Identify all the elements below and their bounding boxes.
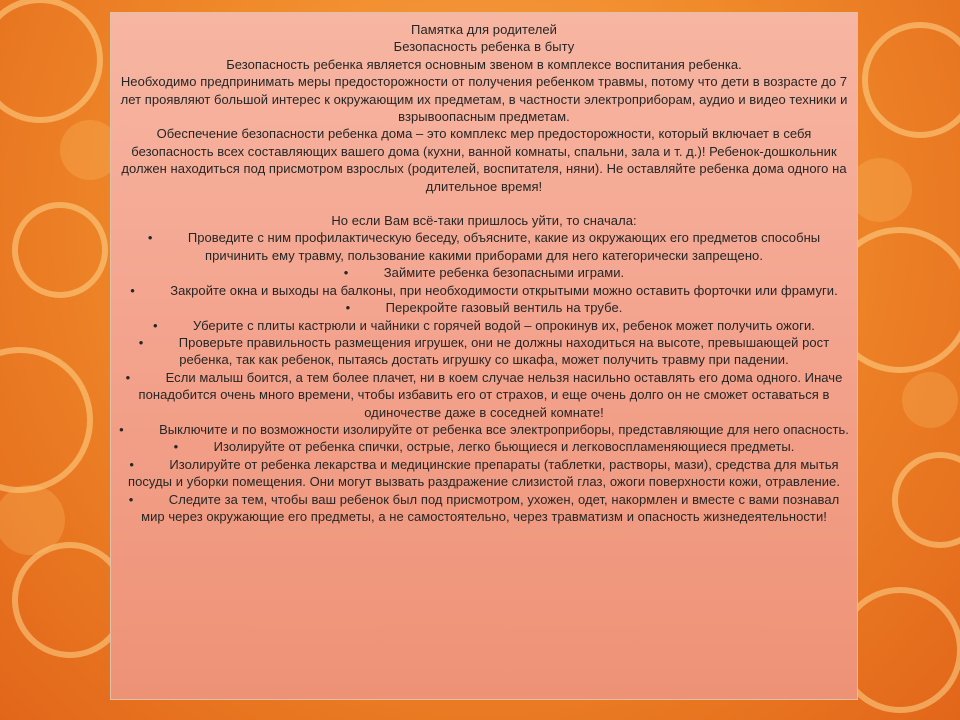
memo-lead: Но если Вам всё-таки пришлось уйти, то сначала: <box>331 213 637 229</box>
list-item: • Проверьте правильность размещения игрушек, они не должны находиться на высоте, превышающей рост ребенка, так как ребенок, пытаясь достать игрушку со шкафа, может получить травму при падении. <box>138 334 830 368</box>
list-item: • Займите ребенка безопасными играми. <box>343 265 625 281</box>
list-item: • Изолируйте от ребенка лекарства и медицинские препараты (таблетки, растворы, мази), средства для мытья посуды и уборки помещения. Они могут вызвать раздражение слизистой глаз, ожоги поверхности кожи, отравление. <box>128 456 840 490</box>
bullet: • <box>128 491 134 507</box>
memo-intro-2: Необходимо предпринимать меры предосторожности от получения ребенком травмы, потому что дети в возрасте до 7 лет проявляют большой интерес к окружающим их предметам, в частности электроприборам, аудио и видео техники и взрывоопасным предметам. <box>120 74 848 125</box>
bullet: • <box>119 421 124 437</box>
list-item: • Если малыш боится, а тем более плачет, ни в коем случае нельзя насильно оставлять его дома одного. Иначе понадобится очень много времени, чтобы избавить его от страхов, и еще очень долго он не сможет оставаться в одиночестве даже в соседней комнате! <box>125 369 843 420</box>
bullet: • <box>173 439 179 455</box>
memo-text <box>119 21 849 525</box>
bullet: • <box>343 265 349 281</box>
bullet: • <box>138 334 144 350</box>
bullet: • <box>125 369 131 385</box>
bullet: • <box>130 282 135 298</box>
list-item: • Следите за тем, чтобы ваш ребенок был под присмотром, ухожен, одет, накормлен и вместе с вами познавал мир через окружающие его предметы, а не самостоятельно, через травматизм и опасность жизнедеятельности! <box>128 491 840 524</box>
bullet: • <box>345 300 351 316</box>
bullet: • <box>129 456 134 472</box>
memo-intro-1: Безопасность ребенка является основным звеном в комплексе воспитания ребенка. <box>226 56 742 72</box>
list-item: • Изолируйте от ребенка спички, острые, легко бьющиеся и легковоспламеняющиеся предметы. <box>173 439 795 455</box>
memo-intro-3: Обеспечение безопасности ребенка дома – это комплекс мер предосторожности, который включает в себя безопасность всех составляющих вашего дома (кухни, ванной комнаты, спальни, зала и т. д.)! Ребенок-дошкольник должен находиться под присмотром взрослых (родителей, воспитателя, няни). Не оставляйте ребенка дома одного на длительное время! <box>121 126 847 194</box>
list-item: • Выключите и по возможности изолируйте от ребенка все электроприборы, представляющие для него опасность. <box>119 421 849 437</box>
memo-subtitle: Безопасность ребенка в быту <box>393 39 575 55</box>
memo-panel <box>110 12 858 700</box>
bullet: • <box>147 230 153 246</box>
bullet: • <box>153 317 158 333</box>
list-item: • Уберите с плиты кастрюли и чайники с горячей водой – опрокинув их, ребенок может получить ожоги. <box>153 317 815 333</box>
list-item: • Проведите с ним профилактическую беседу, объясните, какие из окружающих его предметов способны причинить ему травму, пользование какими приборами для него категорически запрещено. <box>147 230 821 263</box>
memo-title: Памятка для родителей <box>411 22 557 37</box>
list-item: • Перекройте газовый вентиль на трубе. <box>345 300 623 316</box>
list-item: • Закройте окна и выходы на балконы, при необходимости открытыми можно оставить форточки или фрамуги. <box>130 282 838 298</box>
